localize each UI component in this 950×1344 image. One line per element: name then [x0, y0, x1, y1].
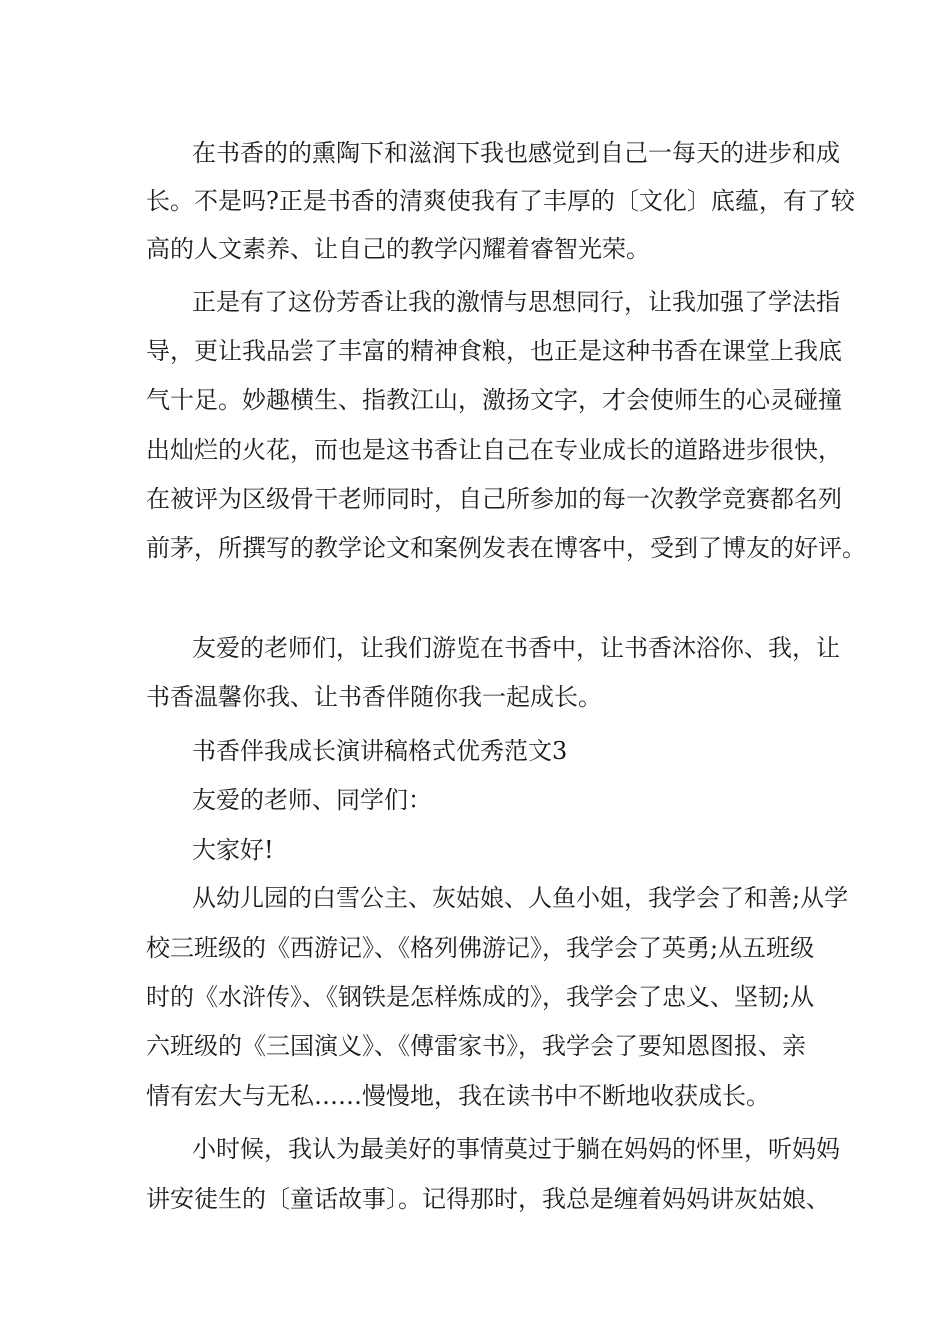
text-line: 讲安徒生的〔童话故事〕。记得那时，我总是缠着妈妈讲灰姑娘、	[146, 1185, 830, 1213]
text-line: 在被评为区级骨干老师同时，自己所参加的每一次教学竞赛都名列	[146, 485, 842, 513]
greeting: 大家好!	[192, 836, 274, 864]
section-title: 书香伴我成长演讲稿格式优秀范文3	[192, 737, 568, 765]
text-line: 从幼儿园的白雪公主、灰姑娘、人鱼小姐，我学会了和善;从学	[192, 884, 849, 912]
text-line: 出灿烂的火花，而也是这书香让自己在专业成长的道路进步很快，	[146, 436, 842, 464]
text-line: 长。不是吗?正是书香的清爽使我有了丰厚的〔文化〕底蕴，有了较	[146, 187, 855, 215]
text-line: 前茅，所撰写的教学论文和案例发表在博客中，受到了博友的好评。	[146, 534, 866, 562]
text-line: 情有宏大与无私……慢慢地，我在读书中不断地收获成长。	[146, 1082, 770, 1110]
text-line: 导，更让我品尝了丰富的精神食粮，也正是这种书香在课堂上我底	[146, 337, 842, 365]
text-line: 气十足。妙趣横生、指教江山，激扬文字，才会使师生的心灵碰撞	[146, 386, 842, 414]
text-line: 正是有了这份芳香让我的激情与思想同行，让我加强了学法指	[192, 288, 840, 316]
text-line: 友爱的老师们，让我们游览在书香中，让书香沐浴你、我，让	[192, 634, 840, 662]
text-line: 高的人文素养、让自己的教学闪耀着睿智光荣。	[146, 235, 650, 263]
text-line: 时的《水浒传》、《钢铁是怎样炼成的》，我学会了忠义、坚韧;从	[146, 983, 815, 1011]
text-line: 校三班级的《西游记》、《格列佛游记》，我学会了英勇;从五班级	[146, 934, 815, 962]
text-line: 六班级的《三国演义》、《傅雷家书》，我学会了要知恩图报、亲	[146, 1032, 806, 1060]
text-line: 书香温馨你我、让书香伴随你我一起成长。	[146, 683, 602, 711]
salutation: 友爱的老师、同学们：	[192, 786, 432, 814]
text-line: 小时候，我认为最美好的事情莫过于躺在妈妈的怀里，听妈妈	[192, 1135, 840, 1163]
text-line: 在书香的的熏陶下和滋润下我也感觉到自己一每天的进步和成	[192, 139, 840, 167]
